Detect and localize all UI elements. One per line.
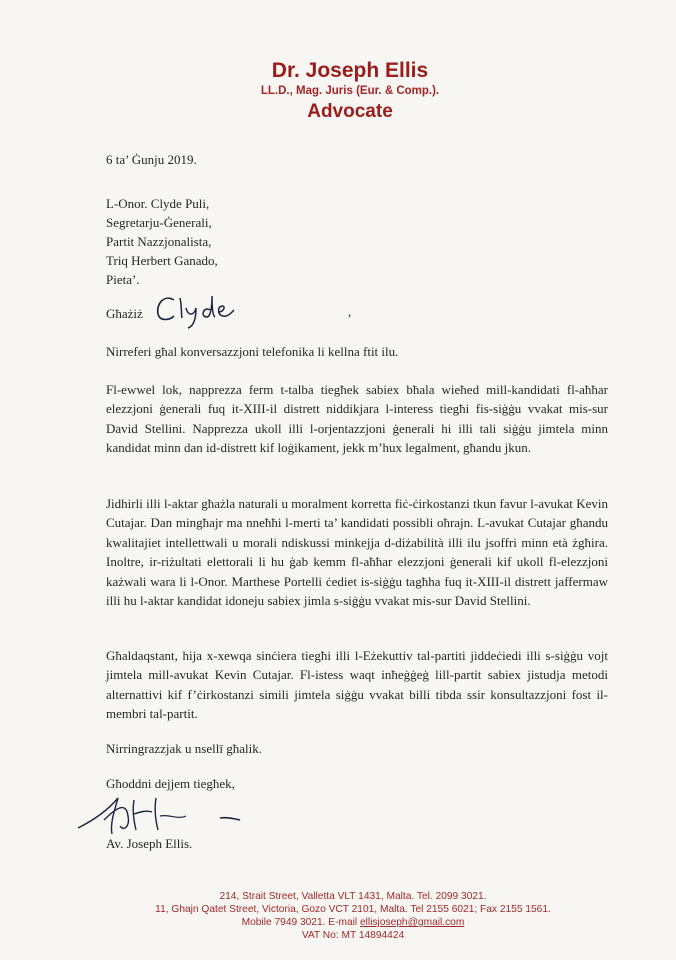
signature: [74, 790, 254, 840]
salutation-greeting: Għażiż: [106, 306, 143, 321]
handwritten-name-clyde: [152, 290, 242, 330]
footer-contact: [90, 916, 616, 929]
recipient-line: Partit Nazzjonalista,: [106, 234, 212, 249]
letterhead-title: Advocate: [307, 101, 393, 122]
footer-email-link[interactable]: ellisjoseph@gmail.com: [360, 917, 465, 928]
recipient-line: Pieta’.: [106, 272, 140, 287]
closing: Għoddni dejjem tiegħek,: [106, 776, 235, 791]
signatory-name: Av. Joseph Ellis.: [106, 836, 193, 851]
recipient-line: L-Onor. Clyde Puli,: [106, 196, 210, 211]
body-paragraph: Fl-ewwel lok, napprezza ferm t-talba tiegħek sabiex bħala wieħed mill-kandidati fl-aħħar elezzjoni ġenerali fuq it-XIII-il distrett niddikjara l-interess tiegħi fis-siġġu vvakat mis-sur David Stellini. Napprezza ukoll illi l-orjentazzjoni ġenerali hi illi tali siġġu jimtela minn kandidat minn dan id-distrett kif loġikament, jekk m’hux legalment, għandu jkun.: [106, 382, 608, 456]
recipient-line: Segretarju-Ġenerali,: [106, 215, 212, 230]
letter-date: 6 ta’ Ġunju 2019.: [106, 152, 197, 167]
recipient-line: Triq Herbert Ganado,: [106, 253, 218, 268]
letterhead-name: Dr. Joseph Ellis: [271, 59, 429, 82]
body-paragraph: Jidhirli illi l-aktar għażla naturali u moralment korretta fiċ-ċirkostanzi tkun favur l-avukat Kevin Cutajar. Dan mingħajr ma nneħħi l-merti ta’ kandidati possibli oħrajn. L-avukat Cutajar għandu kwalitajiet intellettwali u morali ndiskussi minkejja d-diżabilità illi ilu jsoffri minn età żgħira. Inoltre, ir-riżultati elettorali li hu ġab kemm fl-aħħar elezzjoni ġenerali kif ukoll fl-elezzjoni każwali wara li l-Onor. Marthese Portelli ċediet is-siġġu tagħha fuq it-XIII-il distrett jaffermaw illi hu l-aktar kandidat idoneju sabiex jimla s-siġġu vvakat mis-sur David Stellini.: [106, 496, 608, 609]
body-paragraph: Għaldaqstant, hija x-xewqa sinċiera tiegħi illi l-Eżekuttiv tal-partiti jiddeċiedi illi s-siġġu vojt jimtela mill-avukat Kevin Cutajar. Fl-istess waqt inħeġġeġ lill-partit sabiex jistudja metodi alternattivi kif f’ċirkostanzi simili jimtela siġġu vvakat billi tibda ssir konsultazzjoni fost il-membri tal-partit.: [106, 648, 608, 722]
salutation-comma: ,: [348, 304, 352, 319]
footer-vat: VAT No: MT 14894424: [301, 930, 405, 941]
footer-address-gozo: 11, Ghajn Qatet Street, Victoria, Gozo VCT 2101, Malta. Tel 2155 6021; Fax 2155 1561.: [155, 904, 551, 915]
body-paragraph: Nirreferi għal konversazzjoni telefonika li kellna ftit ilu.: [106, 344, 399, 359]
footer-mobile: Mobile 7949 3021. E-mail: [241, 917, 360, 928]
footer-address-valletta: 214, Strait Street, Valletta VLT 1431, Malta. Tel. 2099 3021.: [219, 891, 487, 902]
body-paragraph: Nirringrazzjak u nsellī għalik.: [106, 741, 262, 756]
letterhead-qualifications: LL.D., Mag. Juris (Eur. & Comp.).: [260, 85, 440, 97]
letterhead: [200, 58, 500, 125]
letterhead-footer: [90, 890, 616, 942]
